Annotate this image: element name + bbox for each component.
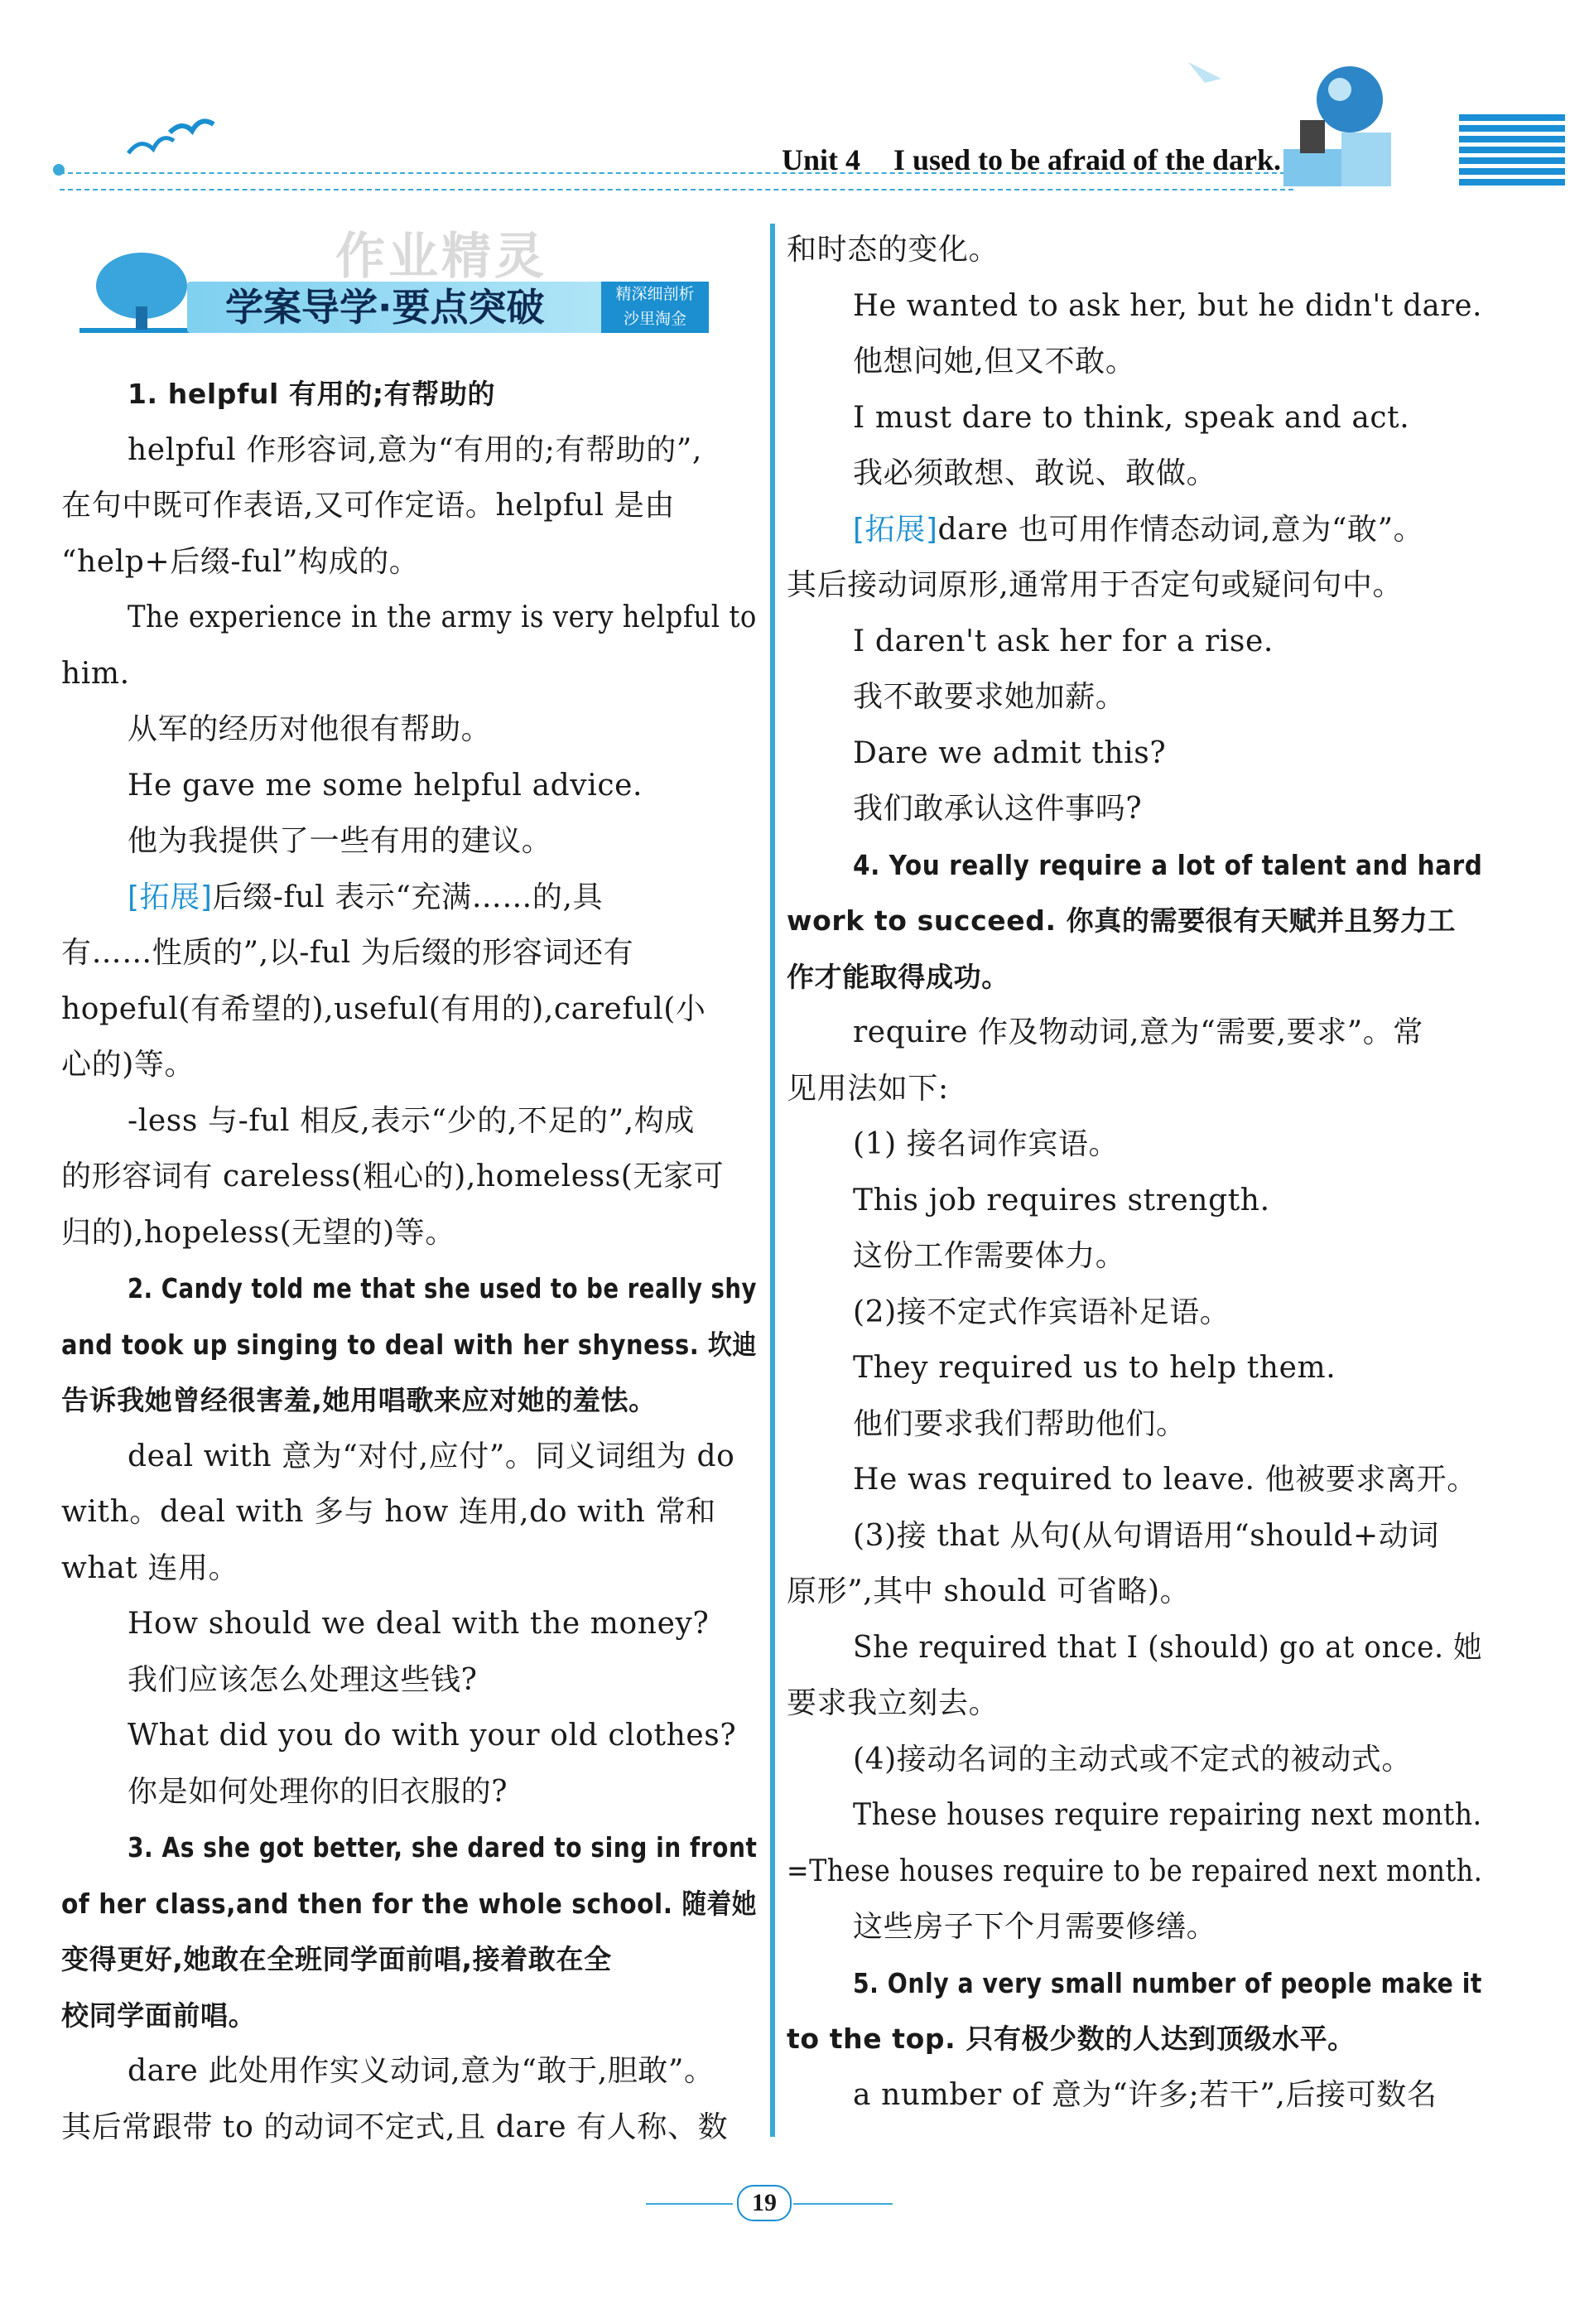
line-text: 这份工作需要体力。	[853, 1239, 1126, 1273]
right-column-line	[853, 400, 1409, 436]
banner-side-bottom: 沙里淘金	[623, 310, 686, 328]
line-text: I must dare to think, speak and act.	[853, 400, 1410, 435]
right-column-line	[853, 1462, 1477, 1498]
banner-side-top: 精深细剖析	[615, 285, 695, 303]
right-column-line	[853, 1350, 1336, 1386]
line-text: (3)接 that 从句(从句谓语用“should+动词	[853, 1518, 1439, 1553]
line-text: (1) 接名词作宾语。	[853, 1127, 1120, 1161]
left-column-line	[61, 991, 706, 1028]
right-column-line	[853, 456, 1216, 492]
line-text: 后缀-ful 表示“充满……的,具	[212, 880, 604, 914]
page-number: 19	[737, 2185, 792, 2221]
left-column-line	[61, 1382, 657, 1419]
right-column-line	[853, 1630, 1482, 1666]
line-text: a number of 意为“许多;若干”,后接可数名	[853, 2077, 1437, 2112]
right-column-line	[853, 1965, 1482, 2002]
line-text: 心的)等。	[61, 1048, 195, 1082]
line-text: =These houses require to be repaired next month.	[787, 1854, 1483, 1888]
right-column-line	[853, 1015, 1423, 1051]
line-text: 其后常跟带 to 的动词不定式,且 dare 有人称、数	[61, 2109, 729, 2144]
banner-title: 学案导学·要点突破	[225, 285, 545, 330]
right-column-line	[853, 624, 1274, 660]
right-column-line	[787, 1685, 999, 1722]
line-text: How should we deal with the money?	[128, 1607, 710, 1641]
line-text: to the top. 只有极少数的人达到顶级水平。	[787, 2023, 1356, 2055]
line-text: She required that I (should) go at once. 她	[853, 1630, 1483, 1665]
line-text: He wanted to ask her, but he didn't dare.	[853, 288, 1482, 323]
right-column-line	[853, 679, 1125, 716]
line-text: The experience in the army is very helpful to	[128, 600, 757, 634]
line-text: 有……性质的”,以-ful 为后缀的形容词还有	[61, 936, 634, 970]
left-column-line	[128, 880, 603, 916]
line-text: I daren't ask her for a rise.	[853, 624, 1274, 658]
right-column-line	[853, 344, 1135, 380]
left-column-line	[61, 935, 633, 972]
line-text: 2. Candy told me that she used to be really shy	[128, 1272, 758, 1304]
right-column-line	[787, 232, 999, 268]
line-text: -less 与-ful 相反,表示“少的,不足的”,构成	[128, 1103, 695, 1138]
left-column-line	[128, 768, 643, 804]
right-column-line	[787, 567, 1403, 604]
right-column-line	[853, 2077, 1437, 2114]
left-column-line	[128, 600, 757, 636]
left-column-line	[61, 544, 419, 581]
line-text: 要求我立刻去。	[787, 1686, 999, 1720]
left-column-line	[128, 1774, 508, 1811]
right-column-line	[853, 1126, 1119, 1163]
line-text: 这些房子下个月需要修缮。	[853, 1910, 1217, 1944]
line-text: 变得更好,她敢在全班同学面前唱,接着敢在全	[61, 1943, 612, 1975]
left-column-line	[128, 1718, 736, 1754]
left-column-line	[128, 1439, 734, 1475]
line-text: 5. Only a very small number of people make it	[853, 1966, 1482, 1999]
right-column-line	[787, 1574, 1190, 1610]
right-column-line	[853, 288, 1482, 325]
unit-title: I used to be afraid of the dark.	[893, 143, 1281, 176]
left-column-line	[61, 1327, 757, 1363]
line-text: 告诉我她曾经很害羞,她用唱歌来应对她的羞怯。	[61, 1384, 657, 1416]
line-text: of her class,and then for the whole school. 随着她	[61, 1887, 757, 1920]
line-text: Dare we admit this?	[853, 735, 1167, 770]
left-column-line	[128, 823, 551, 860]
line-text: 其后接动词原形,通常用于否定句或疑问句中。	[787, 568, 1404, 602]
line-text: “help+后缀-ful”构成的。	[61, 544, 420, 579]
left-column-line	[128, 432, 702, 469]
line-text: (2)接不定式作宾语补足语。	[853, 1295, 1230, 1329]
right-column-line	[853, 1238, 1125, 1275]
line-text: 校同学面前唱。	[61, 1999, 257, 2032]
right-column-line	[853, 1518, 1439, 1555]
line-text: 他们要求我们帮助他们。	[853, 1406, 1187, 1441]
line-text: 你是如何处理你的旧衣服的?	[128, 1774, 508, 1809]
line-text: 4. You really require a lot of talent and hard	[853, 848, 1483, 881]
left-column-line	[61, 1047, 195, 1083]
globe-decoration-icon	[1176, 41, 1449, 190]
line-text: 他想问她,但又不敢。	[853, 345, 1136, 378]
right-column-line	[853, 735, 1166, 772]
line-text: require 作及物动词,意为“需要,要求”。常	[853, 1015, 1423, 1049]
line-text: 我不敢要求她加薪。	[853, 680, 1126, 714]
line-text: 原形”,其中 should 可省略)。	[787, 1574, 1191, 1608]
unit-label: Unit 4	[781, 143, 860, 176]
line-text: 我们应该怎么处理这些钱?	[128, 1662, 478, 1697]
line-text: dare 也可用作情态动词,意为“敢”。	[937, 512, 1424, 547]
left-column-line	[61, 1998, 256, 2034]
column-divider	[770, 224, 775, 2137]
right-column-line	[853, 847, 1482, 884]
line-text: hopeful(有希望的),useful(有用的),careful(小	[61, 991, 706, 1026]
line-text: and took up singing to deal with her shyness. 坎迪	[61, 1328, 757, 1361]
right-column-line	[853, 1295, 1230, 1331]
tree-icon	[79, 248, 204, 340]
left-column-line	[61, 1941, 612, 1978]
line-text: 我们敢承认这件事吗?	[853, 792, 1143, 826]
left-column-line	[61, 1550, 238, 1587]
birds-icon	[124, 116, 215, 166]
right-column-line	[853, 1797, 1482, 1834]
right-column-line	[787, 903, 1456, 939]
line-text: 他为我提供了一些有用的建议。	[128, 824, 552, 858]
left-column-line	[128, 1270, 757, 1307]
watermark: 作业精灵	[335, 228, 547, 286]
line-text: 3. As she got better, she dared to sing in front	[128, 1831, 758, 1864]
line-text: 从军的经历对他很有帮助。	[128, 712, 492, 746]
right-column-line	[787, 2021, 1356, 2057]
line-text: He was required to leave. 他被要求离开。	[853, 1463, 1477, 1497]
right-column-line	[853, 791, 1142, 827]
left-column-line	[61, 1159, 724, 1195]
left-column-line	[61, 1494, 716, 1531]
left-column-line	[128, 711, 491, 748]
line-text: what 连用。	[61, 1550, 239, 1585]
line-text: him.	[61, 656, 130, 691]
right-column-line	[787, 1071, 949, 1107]
line-text: They required us to help them.	[853, 1351, 1336, 1385]
right-column-line	[853, 1909, 1216, 1946]
page-footer	[646, 2178, 894, 2228]
left-column-line	[61, 488, 675, 524]
line-text: 归的),hopeless(无望的)等。	[61, 1215, 455, 1250]
left-column-line	[128, 1606, 709, 1642]
right-column-line	[853, 1742, 1412, 1778]
line-text: dare 此处用作实义动词,意为“敢于,胆敢”。	[128, 2054, 715, 2088]
line-text: These houses require repairing next month.	[853, 1798, 1482, 1832]
left-column-line	[128, 1103, 695, 1140]
footer-line-left	[646, 2203, 733, 2205]
right-column-line	[853, 1183, 1270, 1219]
left-column-line	[128, 376, 495, 412]
left-column-line	[61, 2109, 728, 2146]
line-text: What did you do with your old clothes?	[128, 1719, 737, 1753]
line-text: 见用法如下:	[787, 1071, 949, 1106]
left-column-line	[61, 656, 130, 692]
line-text: 我必须敢想、敢说、敢做。	[853, 456, 1217, 490]
extension-tag: [拓展]	[128, 880, 213, 914]
line-text: with。deal with 多与 how 连用,do with 常和	[61, 1495, 716, 1529]
line-text: 和时态的变化。	[787, 233, 999, 267]
line-text: 1. helpful 有用的;有帮助的	[128, 378, 496, 410]
right-column-line	[787, 959, 1009, 996]
line-text: 的形容词有 careless(粗心的),homeless(无家可	[61, 1160, 725, 1193]
left-column-line	[128, 2053, 715, 2090]
left-column-line	[128, 1662, 478, 1699]
line-text: work to succeed. 你真的需要很有天赋并且努力工	[787, 904, 1457, 937]
line-text: This job requires strength.	[853, 1183, 1270, 1217]
extension-tag: [拓展]	[853, 512, 938, 547]
line-text: 作才能取得成功。	[787, 960, 1009, 993]
line-text: deal with 意为“对付,应付”。同义词组为 do	[128, 1439, 735, 1473]
banner-side-label	[601, 282, 709, 333]
line-text: 在句中既可作表语,又可作定语。helpful 是由	[61, 489, 675, 523]
line-text: helpful 作形容词,意为“有用的;有帮助的”,	[128, 432, 702, 467]
line-text: He gave me some helpful advice.	[128, 768, 643, 803]
right-column-line	[853, 512, 1423, 548]
right-column-line	[787, 1854, 1482, 1890]
line-text: (4)接动名词的主动式或不定式的被动式。	[853, 1742, 1412, 1777]
header-stripes	[1459, 114, 1565, 197]
right-column-line	[853, 1406, 1187, 1443]
footer-line-right	[793, 2203, 893, 2205]
left-column-line	[128, 1830, 757, 1866]
left-column-line	[61, 1215, 455, 1251]
left-column-line	[61, 1886, 757, 1922]
